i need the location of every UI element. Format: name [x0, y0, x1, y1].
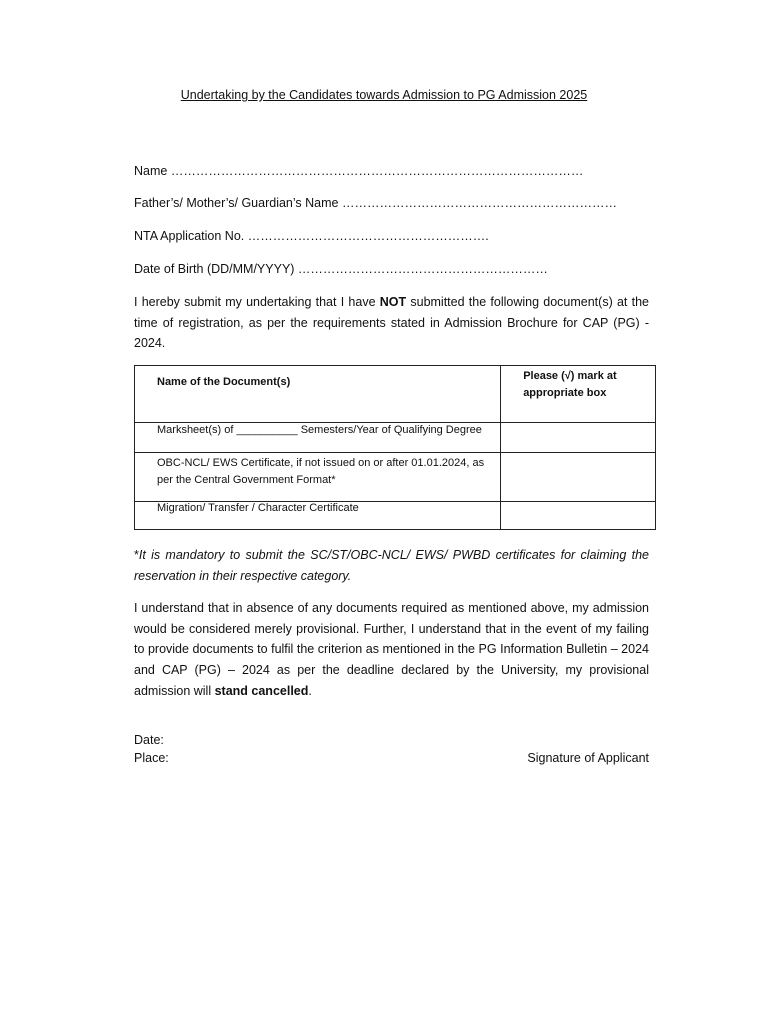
intro-paragraph: I hereby submit my undertaking that I have NOT submitted the following document(s) at the time of registration, as per the requirements stated in Admission Brochure for CAP (PG) - 2024. — [134, 295, 649, 351]
mark-box-obc-ews[interactable] — [501, 453, 656, 502]
document-obc-ews: OBC-NCL/ EWS Certificate, if not issued on or after 01.01.2024, as per the Central Government Format* — [135, 453, 501, 502]
not-emphasis: NOT — [379, 295, 407, 309]
signature-label: Signature of Applicant — [527, 751, 649, 765]
document-migration: Migration/ Transfer / Character Certificate — [135, 502, 501, 530]
documents-table — [134, 365, 656, 530]
mark-box-migration[interactable] — [501, 502, 656, 530]
document-marksheet: Marksheet(s) of __________ Semesters/Year of Qualifying Degree — [135, 423, 501, 453]
mandatory-note: *It is mandatory to submit the SC/ST/OBC-NCL/ EWS/ PWBD certificates for claiming the reservation in their respective category. — [134, 548, 649, 583]
header-document-name: Name of the Document(s) — [135, 366, 501, 423]
table-header-row — [135, 366, 656, 423]
table-row — [135, 502, 656, 530]
place-label: Place: — [134, 751, 169, 765]
date-of-birth-field: Date of Birth (DD/MM/YYYY) …………………………………………………… — [134, 262, 548, 276]
stand-cancelled-emphasis: stand cancelled — [214, 683, 309, 698]
document-title: Undertaking by the Candidates towards Admission to PG Admission 2025 — [180, 88, 588, 102]
understanding-paragraph: I understand that in absence of any documents required as mentioned above, my admission would be considered merely provisional. Further, I understand that in the event of my failing to provide documents to fulfil the criterion as mentioned in the PG Information Bulletin – 2024 and CAP (PG) – 2024 as per the deadline declared by the University, my provisional admission will stand cancelled. — [134, 601, 649, 698]
mark-box-marksheet[interactable] — [501, 423, 656, 453]
table-row — [135, 423, 656, 453]
table-row — [135, 453, 656, 502]
name-field: Name ……………………………………………………………………………………… — [134, 164, 584, 178]
nta-application-field: NTA Application No. …………………………………………………. — [134, 229, 489, 243]
header-mark: Please (√) mark at appropriate box — [501, 366, 656, 423]
parent-name-field: Father’s/ Mother’s/ Guardian’s Name ………………………………………………………… — [134, 196, 617, 210]
date-label: Date: — [134, 733, 164, 747]
